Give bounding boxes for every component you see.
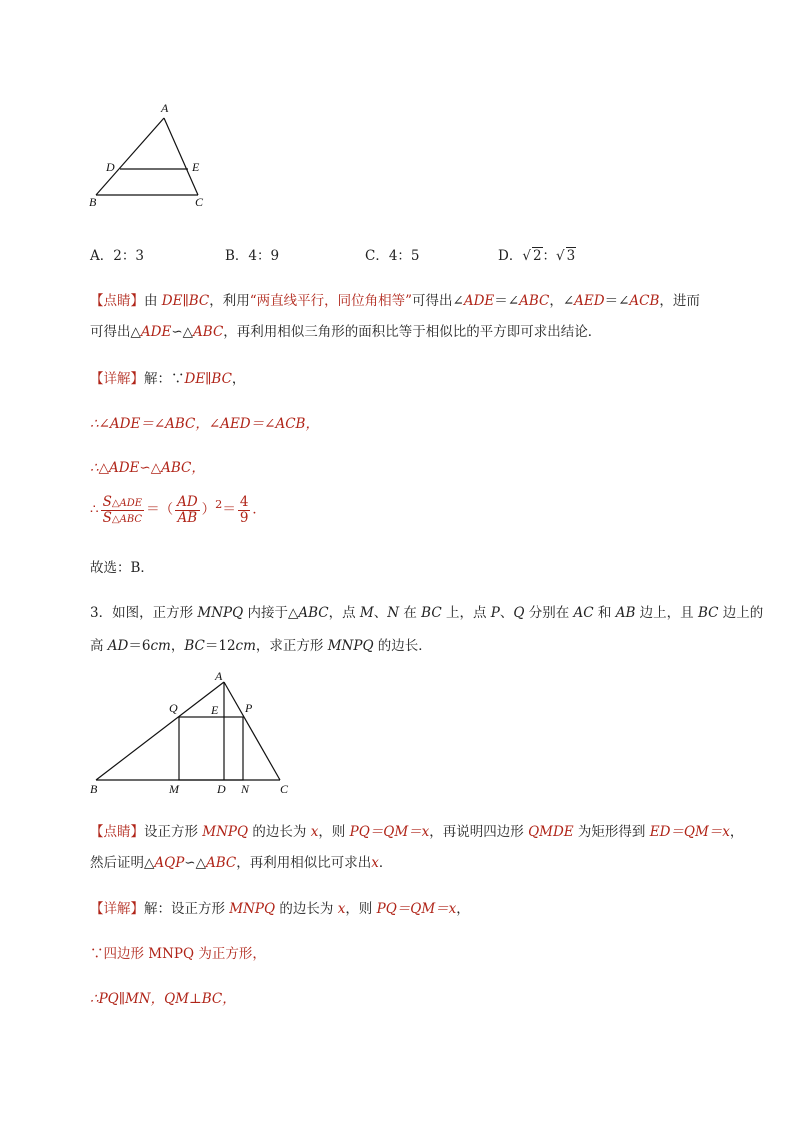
text-run: DE∥BC xyxy=(161,293,210,309)
text-run: ，则 xyxy=(345,901,377,917)
text-run: ∽△ xyxy=(184,855,206,871)
text-run: 的边长为 xyxy=(248,824,311,840)
text-run: ，进而 xyxy=(659,293,700,309)
text-run: ，点 xyxy=(328,605,360,621)
tip-label: 【点睛】 xyxy=(90,293,144,309)
text-run: AQP xyxy=(154,855,185,871)
q2-tip-line-2 xyxy=(90,320,601,340)
text-run: ， xyxy=(231,371,246,387)
fig2-label-q: Q xyxy=(169,701,178,715)
text-run: 的边长为 xyxy=(275,901,338,917)
text-run: 解：∵ xyxy=(144,371,185,387)
segment-ac xyxy=(224,682,280,780)
text-run: ABC xyxy=(519,293,550,309)
option-b[interactable]: B．4：9 xyxy=(225,248,280,264)
text-run: MNPQ xyxy=(202,824,249,840)
text-run: ，则 xyxy=(318,824,350,840)
segment-ab xyxy=(96,118,164,195)
q3-tip-runs-1 xyxy=(144,824,743,840)
q2-answer xyxy=(90,556,154,576)
therefore-sign: ∴ xyxy=(90,501,99,518)
text-run: cm xyxy=(235,638,256,654)
q2-detail-line-2: ∴∠ADE＝∠ABC，∠AED＝∠ACB， xyxy=(90,416,319,432)
text-run: ， xyxy=(170,638,185,654)
text-run: Q xyxy=(513,605,525,621)
fig2-label-e: E xyxy=(211,703,219,717)
side-ratio-fraction xyxy=(175,495,200,524)
text-run: PQ＝QM＝x xyxy=(376,901,457,917)
text-run: 边上的 xyxy=(718,605,764,621)
fig1-label-c: C xyxy=(195,195,204,209)
option-d-prefix: D． xyxy=(498,248,523,264)
text-run: “两直线平行，同位角相等” xyxy=(249,293,413,309)
fig2-label-d: D xyxy=(217,782,226,796)
segment-ac xyxy=(164,118,198,195)
text-run: ，再利用相似三角形的面积比等于相似比的平方即可求出结论． xyxy=(223,324,602,340)
fig1-label-b: B xyxy=(89,195,97,209)
option-d-colon: ： xyxy=(542,248,557,264)
detail-label: 【详解】 xyxy=(90,371,144,387)
area-s-top: S xyxy=(102,494,112,510)
text-run: 可得出∠ xyxy=(412,293,464,309)
q3-detail-line-1 xyxy=(90,897,470,917)
close-paren: ） xyxy=(201,501,216,518)
fig2-label-a: A xyxy=(215,669,223,683)
text-run: AB xyxy=(615,605,636,621)
text-run: x xyxy=(371,855,379,871)
fig2-label-m: M xyxy=(169,782,179,796)
text-run: 为矩形得到 xyxy=(573,824,650,840)
text-run: 设正方形 xyxy=(144,824,203,840)
area-ratio-fraction xyxy=(101,495,144,525)
q3-detail-line-3: ∴PQ∥MN，QM⊥BC， xyxy=(90,991,236,1007)
q2-ratio-equation xyxy=(90,495,266,525)
text-run: 由 xyxy=(144,293,162,309)
value-den: 9 xyxy=(239,509,249,526)
q3-statement-line-2 xyxy=(90,634,432,654)
area-s-bottom: S xyxy=(102,509,112,526)
text-run: 解：设正方形 xyxy=(144,901,230,917)
text-run: 、 xyxy=(499,605,514,621)
text-run: BC xyxy=(421,605,442,621)
fig2-label-n: N xyxy=(241,782,250,796)
text-run: 、 xyxy=(373,605,388,621)
text-run: ABC xyxy=(298,605,329,621)
text-run: x xyxy=(337,901,346,917)
text-run: ． xyxy=(378,855,393,871)
period: ． xyxy=(252,501,266,518)
square-mnpq xyxy=(179,717,243,780)
text-run: ＝∠ xyxy=(494,293,520,309)
text-run: AED xyxy=(574,293,605,309)
text-run: ，求正方形 xyxy=(255,638,328,654)
text-run: QMDE xyxy=(528,824,574,840)
option-d[interactable]: D．√ 2：√ 3 xyxy=(498,248,576,264)
text-run: ＝∠ xyxy=(604,293,630,309)
option-a[interactable]: A．2：3 xyxy=(90,248,144,264)
text-run: MNPQ xyxy=(327,638,374,654)
text-run: ，再利用相似比可求出 xyxy=(236,855,372,871)
option-d-radicand-2: 3 xyxy=(566,248,576,264)
text-run: BC xyxy=(184,638,205,654)
tip-label: 【点睛】 xyxy=(90,824,144,840)
fig1-label-e: E xyxy=(192,160,200,174)
option-d-radicand-1: 2 xyxy=(532,248,542,264)
text-run: ADE xyxy=(463,293,495,309)
text-run: 高 xyxy=(90,638,108,654)
segment-ab xyxy=(96,682,224,780)
q3-detail-line-2: ∵四边形 MNPQ 为正方形， xyxy=(90,946,266,962)
text-run: AC xyxy=(573,605,594,621)
text-run: 上，点 xyxy=(441,605,491,621)
answer-text: 故选：B． xyxy=(90,560,154,576)
q2-detail-runs-1 xyxy=(144,371,245,387)
text-run: 的边长． xyxy=(373,638,432,654)
text-run: ， xyxy=(456,901,470,917)
power-2: 2 xyxy=(215,498,223,511)
text-run: 3．如图，正方形 xyxy=(90,605,198,621)
fig1-label-a: A xyxy=(161,101,169,115)
q3-statement-line-1 xyxy=(90,601,763,621)
q3-tip-line-1 xyxy=(90,820,743,840)
text-run: 边上，且 xyxy=(635,605,698,621)
text-run: P xyxy=(490,605,500,621)
text-run: ABC xyxy=(193,324,224,340)
text-run: cm xyxy=(150,638,171,654)
text-run: x xyxy=(310,824,319,840)
text-run: ADE xyxy=(140,324,172,340)
area-ade-sub: △ADE xyxy=(111,498,143,509)
text-run: N xyxy=(387,605,400,621)
text-run: ED＝QM＝x xyxy=(649,824,730,840)
text-run: 和 xyxy=(593,605,616,621)
text-run: ∽△ xyxy=(171,324,194,340)
value-num: 4 xyxy=(239,494,249,511)
text-run: AD xyxy=(107,638,129,654)
q2-tip-runs-1 xyxy=(144,293,700,309)
fig1-label-d: D xyxy=(106,160,115,174)
equals-sign: ＝ xyxy=(222,501,236,518)
text-run: ，再说明四边形 xyxy=(429,824,529,840)
text-run: ABC xyxy=(206,855,237,871)
fig2-label-c: C xyxy=(280,782,289,796)
q2-detail-line-1 xyxy=(90,367,245,387)
equals-paren: ＝（ xyxy=(146,501,174,518)
text-run: MNPQ xyxy=(229,901,276,917)
text-run: 可得出△ xyxy=(90,324,141,340)
text-run: MNPQ xyxy=(197,605,244,621)
text-run: ＝12 xyxy=(204,638,236,654)
detail-label: 【详解】 xyxy=(90,901,144,917)
text-run: 在 xyxy=(399,605,422,621)
text-run: ＝6 xyxy=(128,638,151,654)
triangle-figure-1 xyxy=(80,100,230,215)
q2-detail-line-3: ∴△ADE∽△ABC， xyxy=(90,460,205,476)
fig2-label-p: P xyxy=(245,701,253,715)
text-run: BC xyxy=(697,605,719,621)
fig2-label-b: B xyxy=(90,782,98,796)
q2-tip-line-1 xyxy=(90,289,700,309)
option-c[interactable]: C．4：5 xyxy=(365,248,420,264)
text-run: PQ＝QM＝x xyxy=(349,824,430,840)
text-run: 然后证明△ xyxy=(90,855,155,871)
side-ad: AD xyxy=(177,494,198,511)
text-run: ，利用 xyxy=(209,293,250,309)
text-run: ，∠ xyxy=(549,293,575,309)
side-ab: AB xyxy=(177,509,198,526)
text-run: DE∥BC xyxy=(184,371,232,387)
text-run: ACB xyxy=(629,293,660,309)
value-fraction xyxy=(238,495,251,524)
triangle-figure-2 xyxy=(90,670,300,790)
text-run: ， xyxy=(729,824,744,840)
area-abc-sub: △ABC xyxy=(111,513,143,525)
q3-detail-runs-1 xyxy=(144,901,470,917)
text-run: 分别在 xyxy=(524,605,574,621)
text-run: M xyxy=(359,605,374,621)
q3-tip-line-2 xyxy=(90,851,392,871)
text-run: 内接于△ xyxy=(243,605,299,621)
